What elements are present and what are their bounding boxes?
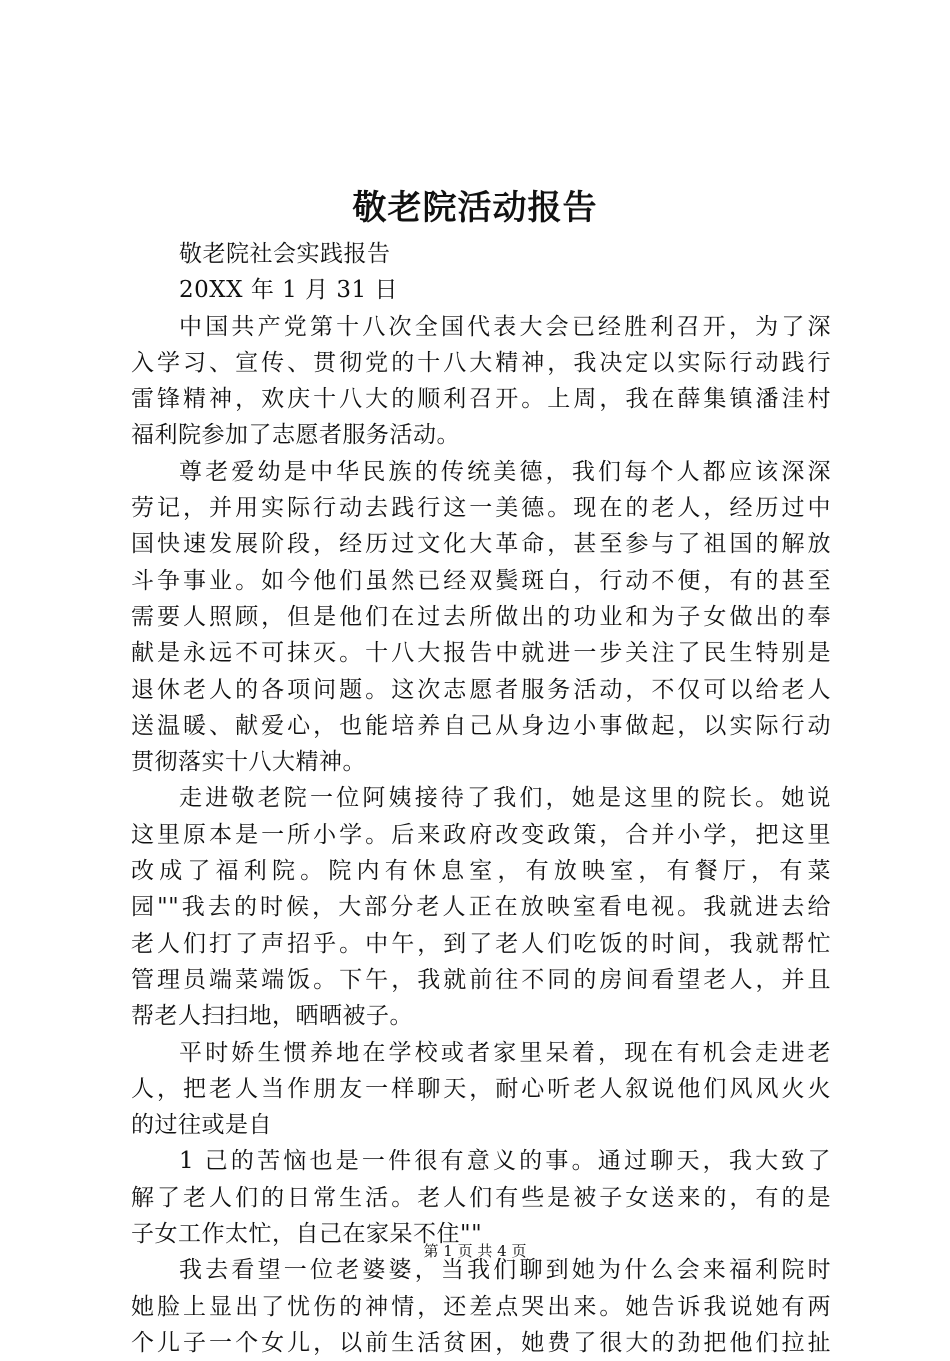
text-line: 尊老爱幼是中华民族的传统美德，我们每个人都应该深深: [179, 458, 831, 485]
text-line: 帮老人扫扫地，晒晒被子。: [131, 1003, 413, 1030]
text-line: 国快速发展阶段，经历过文化大革命，甚至参与了祖国的解放: [131, 531, 831, 558]
text-line: 退休老人的各项问题。这次志愿者服务活动，不仅可以给老人: [131, 676, 831, 703]
text-line: 她脸上显出了忧伤的神情，还差点哭出来。她告诉我说她有两: [131, 1293, 831, 1320]
text-line: 园""我去的时候，大部分老人正在放映室看电视。我就进去给: [131, 894, 831, 921]
text-line: 献是永远不可抹灭。十八大报告中就进一步关注了民生特别是: [131, 640, 831, 667]
text-line: 解了老人们的日常生活。老人们有些是被子女送来的，有的是: [131, 1184, 831, 1211]
text-line: 人，把老人当作朋友一样聊天，耐心听老人叙说他们风风火火: [131, 1075, 831, 1102]
page-footer: 第 1 页 共 4 页: [423, 1242, 527, 1260]
text-line: 中国共产党第十八次全国代表大会已经胜利召开，为了深: [179, 313, 831, 340]
text-line: 雷锋精神，欢庆十八大的顺利召开。上周，我在薛集镇潘洼村: [131, 386, 831, 413]
text-line: 福利院参加了志愿者服务活动。: [131, 422, 460, 449]
text-line: 20XX 年 1 月 31 日: [179, 277, 398, 304]
document-title: 敬老院活动报告: [352, 188, 598, 228]
text-line: 这里原本是一所小学。后来政府改变政策，合并小学，把这里: [131, 821, 831, 848]
text-line: 斗争事业。如今他们虽然已经双鬓斑白，行动不便，有的甚至: [131, 567, 831, 594]
text-line: 我去看望一位老婆婆，当我们聊到她为什么会来福利院时: [179, 1257, 831, 1284]
text-line: 入学习、宣传、贯彻党的十八大精神，我决定以实际行动践行: [131, 349, 831, 376]
text-line: 1 己的苦恼也是一件很有意义的事。通过聊天，我大致了: [179, 1148, 831, 1175]
text-line: 敬老院社会实践报告: [179, 241, 391, 267]
text-line: 走进敬老院一位阿姨接待了我们，她是这里的院长。她说: [179, 785, 831, 812]
text-line: 的过往或是自: [131, 1112, 272, 1139]
text-line: 劳记，并用实际行动去践行这一美德。现在的老人，经历过中: [131, 495, 831, 522]
text-line: 老人们打了声招乎。中午，到了老人们吃饭的时间，我就帮忙: [131, 930, 831, 957]
text-line: 送温暖、献爱心，也能培养自己从身边小事做起，以实际行动: [131, 712, 831, 739]
text-line: 子女工作太忙，自己在家呆不住"": [131, 1221, 483, 1248]
text-line: 管理员端菜端饭。下午，我就前往不同的房间看望老人，并且: [131, 966, 831, 993]
document-body: [131, 236, 831, 1361]
text-line: 改成了福利院。院内有休息室，有放映室，有餐厅，有菜: [131, 858, 831, 885]
text-line: 个儿子一个女儿，以前生活贫困，她费了很大的劲把他们拉扯: [131, 1329, 831, 1356]
text-line: 需要人照顾，但是他们在过去所做出的功业和为子女做出的奉: [131, 603, 831, 630]
text-line: 贯彻落实十八大精神。: [131, 749, 366, 776]
text-line: 平时娇生惯养地在学校或者家里呆着，现在有机会走进老: [179, 1039, 831, 1066]
